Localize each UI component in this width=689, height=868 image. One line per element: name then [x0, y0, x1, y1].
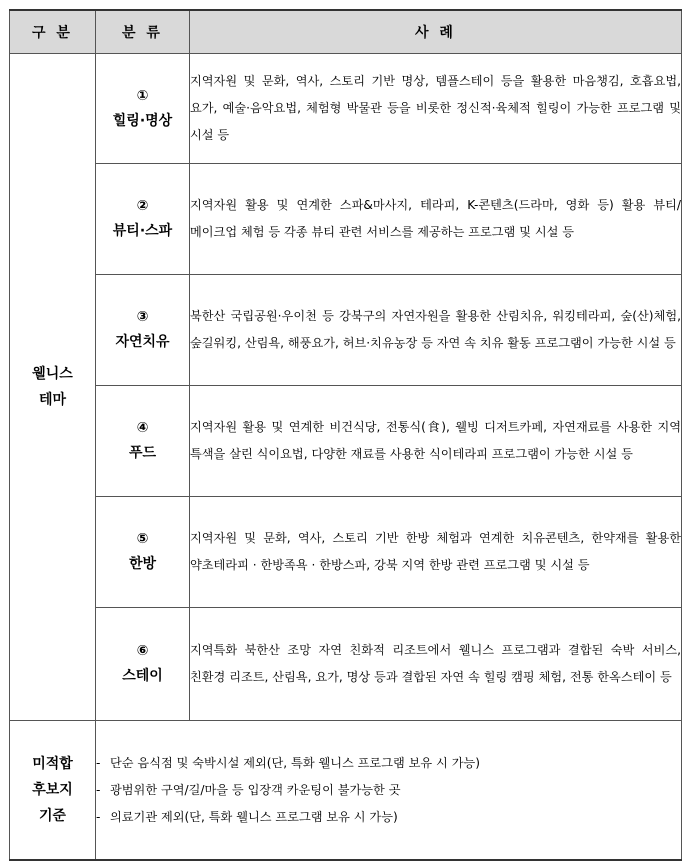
criteria-label-line2: 후보지 [32, 782, 73, 798]
criteria-category [10, 721, 96, 861]
class-cell [96, 497, 190, 608]
item-number: ① [136, 87, 149, 104]
category-label-line1: 웰니스 [32, 366, 73, 382]
table-header-row [10, 10, 682, 54]
item-name: 푸드 [128, 445, 157, 461]
header-example: 사 례 [190, 10, 682, 54]
dash-bullet: - [96, 809, 101, 824]
item-description: 지역자원 및 문화, 역사, 스토리 기반 명상, 템플스테이 등을 활용한 마음챙김, 호흡요법, 요가, 예술·음악요법, 체험형 박물관 등을 비롯한 정신적·육체적 힐링이 가능한 프로그램 및 시설 등 [190, 54, 682, 164]
dash-bullet: - [96, 755, 101, 770]
dash-bullet: - [96, 782, 101, 797]
item-description: 지역자원 활용 및 연계한 스파&마사지, 테라피, K-콘텐츠(드라마, 영화 등) 활용 뷰티/메이크업 체험 등 각종 뷰티 관련 서비스를 제공하는 프로그램 및 시설 등 [190, 164, 682, 275]
category-label-line2: 테마 [38, 392, 67, 408]
table-row [10, 386, 682, 497]
header-class: 분 류 [96, 10, 190, 54]
table-row [10, 164, 682, 275]
class-cell [96, 54, 190, 164]
item-number: ⑥ [136, 643, 149, 659]
list-item [96, 750, 681, 777]
criteria-row [10, 721, 682, 861]
item-name: 뷰티·스파 [112, 223, 173, 239]
item-name: 한방 [128, 556, 157, 572]
item-name: 힐링·명상 [112, 112, 173, 129]
table-row [10, 54, 682, 164]
item-number: ② [136, 198, 149, 214]
list-item [96, 777, 681, 804]
item-description: 지역자원 활용 및 연계한 비건식당, 전통식(食), 웰빙 디저트카페, 자연재료를 사용한 지역 특색을 살린 식이요법, 다양한 재료를 사용한 식이테라피 프로그램이 가능한 시설 등 [190, 386, 682, 497]
item-description: 지역특화 북한산 조망 자연 친화적 리조트에서 웰니스 프로그램과 결합된 숙박 서비스, 친환경 리조트, 산림욕, 요가, 명상 등과 결합된 자연 속 힐링 캠핑 체험, 전통 한옥스테이 등 [190, 608, 682, 721]
criteria-text: 광범위한 구역/길/마을 등 입장객 카운팅이 불가능한 곳 [110, 782, 401, 797]
class-cell [96, 608, 190, 721]
criteria-text: 단순 음식점 및 숙박시설 제외(단, 특화 웰니스 프로그램 보유 시 가능) [110, 755, 480, 770]
item-number: ④ [136, 420, 149, 436]
class-cell [96, 275, 190, 386]
list-item [96, 804, 681, 831]
table-row [10, 608, 682, 721]
criteria-list [96, 721, 682, 861]
table-row [10, 275, 682, 386]
header-category: 구 분 [10, 10, 96, 54]
category-wellness-theme [10, 54, 96, 721]
criteria-label-line3: 기준 [38, 808, 67, 824]
criteria-text: 의료기관 제외(단, 특화 웰니스 프로그램 보유 시 가능) [110, 809, 398, 824]
wellness-criteria-table [9, 9, 682, 861]
class-cell [96, 386, 190, 497]
item-name: 자연치유 [115, 334, 170, 350]
class-cell [96, 164, 190, 275]
item-number: ⑤ [136, 531, 149, 547]
item-description: 지역자원 및 문화, 역사, 스토리 기반 한방 체험과 연계한 치유콘텐츠, 한약재를 활용한 약초테라피 · 한방족욕 · 한방스파, 강북 지역 한방 관련 프로그램 및 시설 등 [190, 497, 682, 608]
criteria-label-line1: 미적합 [32, 756, 73, 772]
table-row [10, 497, 682, 608]
item-number: ③ [136, 309, 149, 325]
item-name: 스테이 [122, 668, 163, 684]
item-description: 북한산 국립공원·우이천 등 강북구의 자연자원을 활용한 산림치유, 워킹테라피, 숲(산)체험, 숲길워킹, 산림욕, 해풍요가, 허브·치유농장 등 자연 속 치유 활동 프로그램이 가능한 시설 등 [190, 275, 682, 386]
